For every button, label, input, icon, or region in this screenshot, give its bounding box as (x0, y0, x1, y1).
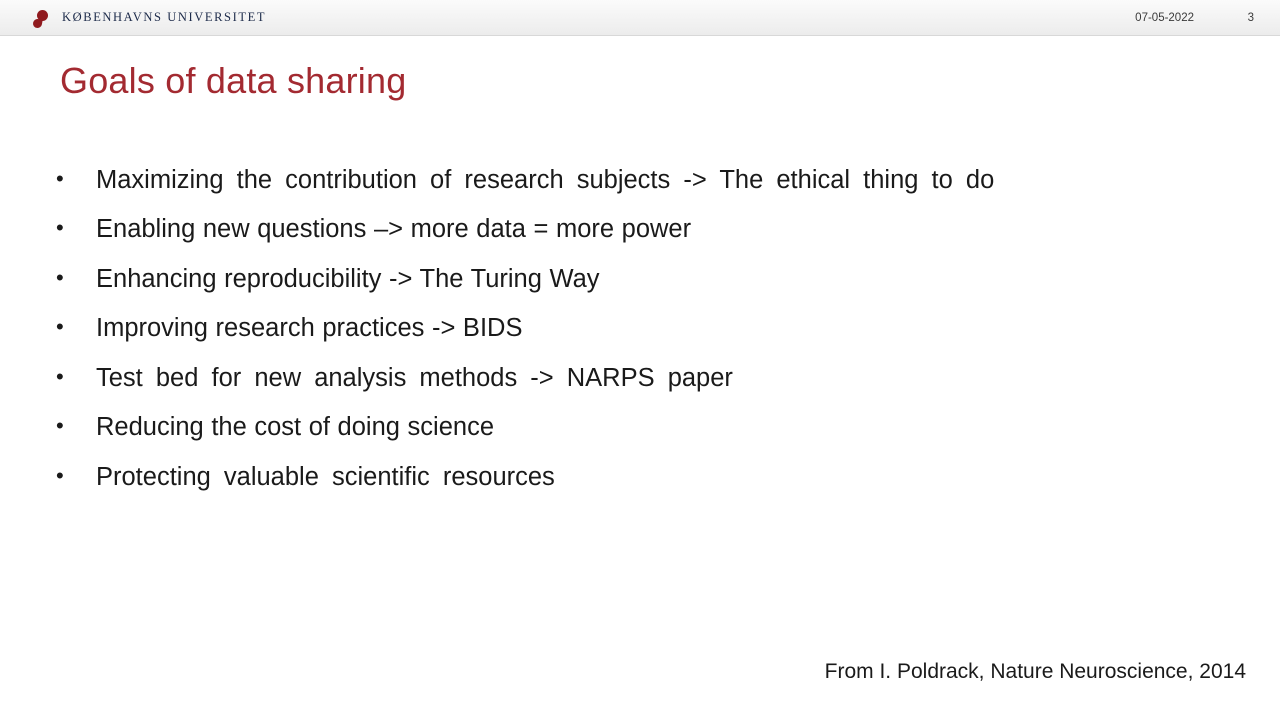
bullet-marker-icon: • (56, 166, 64, 191)
university-logo (32, 7, 266, 29)
bullet-marker-icon: • (56, 314, 64, 340)
list-item (56, 410, 1226, 444)
page-title: Goals of data sharing (60, 60, 407, 101)
bullet-marker-icon: • (56, 413, 64, 439)
bullet-marker-icon: • (56, 264, 64, 290)
list-item (56, 311, 1226, 345)
list-item (56, 212, 1226, 246)
list-item (56, 163, 1226, 197)
header-meta (1135, 12, 1254, 24)
list-item-text: Improving research practices -> BIDS (96, 314, 523, 343)
list-item-text: Test bed for new analysis methods -> NARPS paper (96, 363, 733, 392)
list-item-text: Reducing the cost of doing science (96, 413, 494, 442)
list-item (56, 460, 1226, 494)
slide-page-number: 3 (1247, 11, 1254, 24)
slide-date: 07-05-2022 (1135, 11, 1194, 24)
bullet-marker-icon: • (56, 215, 64, 241)
list-item-text: Protecting valuable scientific resources (96, 462, 555, 491)
bullet-marker-icon: • (56, 462, 64, 488)
slide-header (0, 0, 1280, 36)
university-logo-text: KØBENHAVNS UNIVERSITET (62, 10, 267, 24)
list-item (56, 262, 1226, 296)
bullet-list (56, 163, 1226, 509)
source-credit: From I. Poldrack, Nature Neuroscience, 2014 (824, 660, 1246, 683)
list-item-text: Enhancing reproducibility -> The Turing Way (96, 264, 600, 293)
list-item (56, 361, 1226, 395)
bullet-marker-icon: • (56, 363, 64, 389)
ku-seal-icon (32, 7, 54, 29)
list-item-text: Maximizing the contribution of research subjects -> The ethical thing to do (96, 166, 995, 194)
list-item-text: Enabling new questions –> more data = more power (96, 215, 692, 244)
